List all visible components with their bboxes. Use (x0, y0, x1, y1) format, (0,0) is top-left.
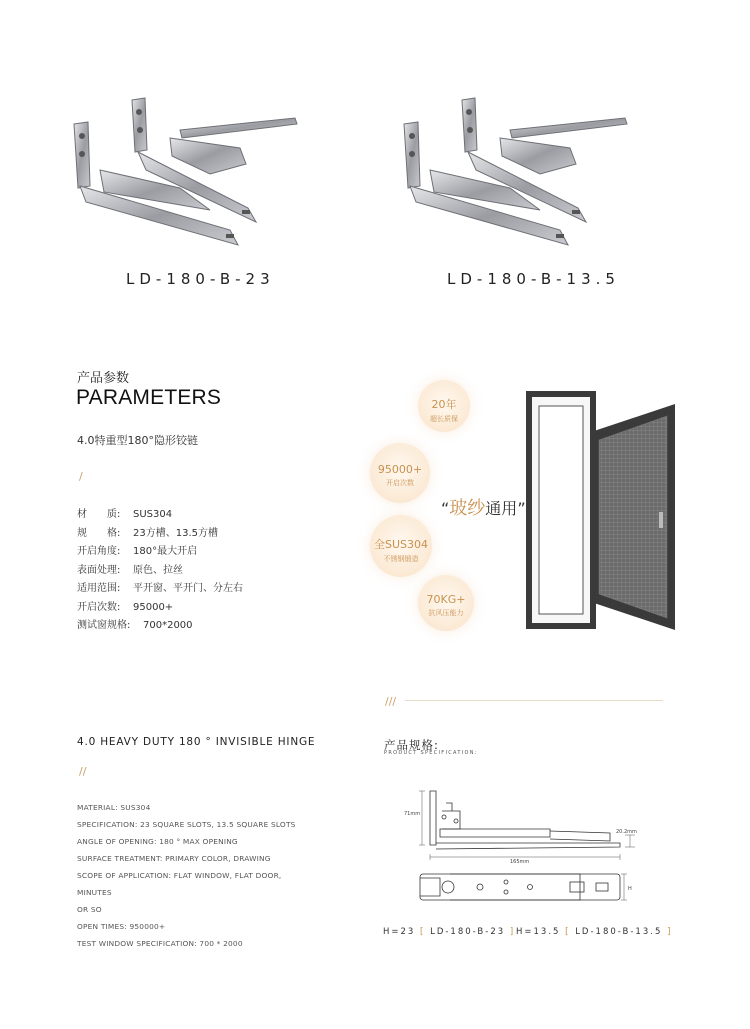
bracket-close: ] (509, 927, 516, 937)
feature-bubble-open-times (370, 443, 430, 503)
english-spec-row: OR SO (77, 905, 102, 914)
english-heading: 4.0 HEAVY DUTY 180 ° INVISIBLE HINGE (77, 736, 316, 748)
spec-h-value: H=13.5 (516, 927, 561, 937)
english-spec-list (77, 799, 307, 952)
param-value: 平开窗、平开门、分左右 (133, 583, 243, 594)
feature-small: 开启次数 (386, 479, 414, 487)
screen-door-illustration (525, 390, 685, 640)
feature-big: 70KG+ (426, 593, 466, 606)
quote-highlight: 玻纱 (449, 498, 486, 519)
dim-71: 71mm (404, 811, 421, 817)
parameters-cn-title: 产品参数 (77, 371, 130, 386)
param-row (77, 525, 243, 544)
divider-line (405, 700, 663, 701)
param-key: 测试窗规格: (77, 620, 131, 631)
feature-small: 抗风压能力 (428, 609, 464, 617)
param-key: 材 质: (77, 509, 121, 520)
feature-small: 不锈钢锻造 (383, 555, 419, 563)
spec-model-23 (383, 927, 515, 937)
param-key: 规 格: (77, 527, 121, 539)
feature-small: 超长质保 (430, 415, 458, 423)
param-value: 23方槽、13.5方槽 (133, 527, 218, 539)
parameters-subtitle: 4.0特重型180°隐形铰链 (77, 434, 198, 447)
slash-mark-2: // (79, 765, 87, 778)
english-spec-row: TEST WINDOW SPECIFICATION: 700 * 2000 (77, 939, 243, 948)
param-key: 适用范围: (77, 583, 121, 594)
param-row (77, 506, 243, 525)
feature-big: 全SUS304 (373, 538, 428, 551)
feature-bubble-warranty (418, 380, 470, 432)
hinge-drawing-side (400, 785, 650, 865)
spec-h-value: H=23 (383, 927, 416, 937)
param-key: 开启角度: (77, 546, 121, 557)
english-spec-row: SCOPE OF APPLICATION: FLAT WINDOW, FLAT DOOR, MINUTES (77, 871, 282, 897)
parameters-en-title: PARAMETERS (76, 386, 222, 409)
quote-close: ” (517, 499, 526, 518)
english-spec-row: OPEN TIMES: 950000+ (77, 922, 166, 931)
hinge-drawing-top (410, 868, 640, 910)
param-key: 开启次数: (77, 601, 121, 613)
model-label-right: LD-180-B-13.5 (447, 270, 620, 288)
param-value: 700*2000 (143, 620, 193, 631)
spec-cn-title: 产品规格: (384, 738, 439, 752)
bracket-close: ] (667, 927, 673, 937)
divider-mark: /// (385, 695, 397, 708)
spec-en-title: PRODUCT SPECIFICATION: (384, 750, 478, 756)
param-row (77, 617, 243, 636)
feature-big: 20年 (431, 398, 457, 411)
model-label-left: LD-180-B-23 (126, 270, 275, 288)
bracket-open: [ (420, 927, 426, 937)
english-spec-row: MATERIAL: SUS304 (77, 803, 151, 812)
spec-model-name: LD-180-B-23 (430, 927, 506, 937)
param-value: 95000+ (133, 601, 174, 613)
hinge-photo-right (390, 80, 650, 260)
english-spec-row: SURFACE TREATMENT: PRIMARY COLOR, DRAWING (77, 854, 271, 863)
param-value: 180°最大开启 (133, 546, 198, 557)
slash-mark: / (79, 470, 83, 483)
screen-compatible-quote (441, 494, 526, 520)
feature-bubble-wind (418, 575, 474, 631)
param-row (77, 599, 243, 618)
dim-202: 20.2mm (616, 829, 637, 835)
param-key: 表面处理: (77, 564, 121, 576)
quote-rest: 通用 (485, 499, 518, 518)
param-value: SUS304 (133, 509, 173, 520)
dim-h: H (628, 886, 632, 892)
spec-model-name: LD-180-B-13.5 (575, 927, 663, 937)
bracket-open: [ (565, 927, 571, 937)
english-spec-row: ANGLE OF OPENING: 180 ° MAX OPENING (77, 837, 238, 846)
quote-open: “ (441, 499, 450, 518)
param-value: 原色、拉丝 (133, 564, 183, 576)
english-spec-row: SPECIFICATION: 23 SQUARE SLOTS, 13.5 SQUARE SLOTS (77, 820, 296, 829)
feature-big: 95000+ (377, 463, 423, 476)
parameter-list (77, 506, 243, 636)
param-row (77, 543, 243, 562)
feature-bubble-material (370, 515, 432, 577)
hinge-photo-left (60, 80, 320, 260)
spec-model-13-5 (516, 927, 672, 937)
param-row (77, 562, 243, 581)
dim-165: 165mm (510, 859, 530, 865)
param-row (77, 580, 243, 599)
